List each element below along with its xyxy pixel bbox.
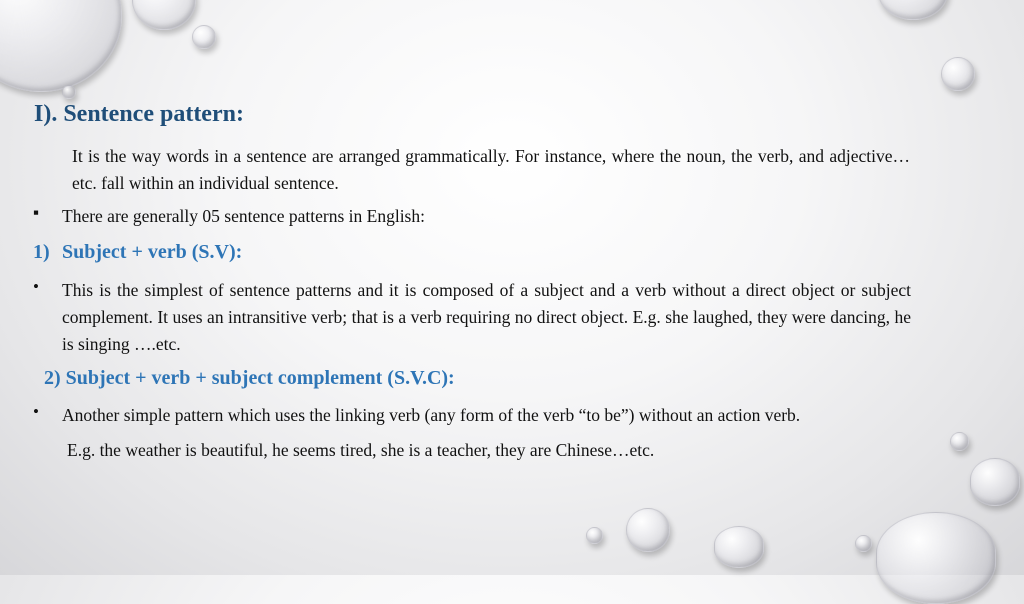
round-bullet-icon: • [33, 277, 39, 296]
round-bullet-icon: • [33, 402, 39, 421]
overview-bullet-text: There are generally 05 sentence patterns in English: [62, 206, 425, 226]
intro-paragraph: It is the way words in a sentence are arranged grammatically. For instance, where the noun, the verb, and adjective…etc. fall within an individual sentence. [72, 146, 910, 193]
pattern2-example: E.g. the weather is beautiful, he seems tired, she is a teacher, they are Chinese…etc. [67, 440, 655, 460]
pattern2-heading: 2) Subject + verb + subject complement (S.V.C): [44, 367, 455, 389]
slide-title: I). Sentence pattern: [34, 101, 244, 127]
pattern2-bullet-text: Another simple pattern which uses the linking verb (any form of the verb “to be”) without an action verb. [62, 405, 801, 425]
pattern1-bullet-text: This is the simplest of sentence patterns and it is composed of a subject and a verb without a direct object or subject complement. It uses an intransitive verb; that is a verb requiring no direct object. E.g. she laughed, they were dancing, he is singing ….etc. [62, 280, 911, 354]
pattern1-number: 1) [33, 241, 50, 263]
pattern1-heading: Subject + verb (S.V): [62, 241, 243, 263]
square-bullet-icon: ▪ [33, 203, 40, 222]
